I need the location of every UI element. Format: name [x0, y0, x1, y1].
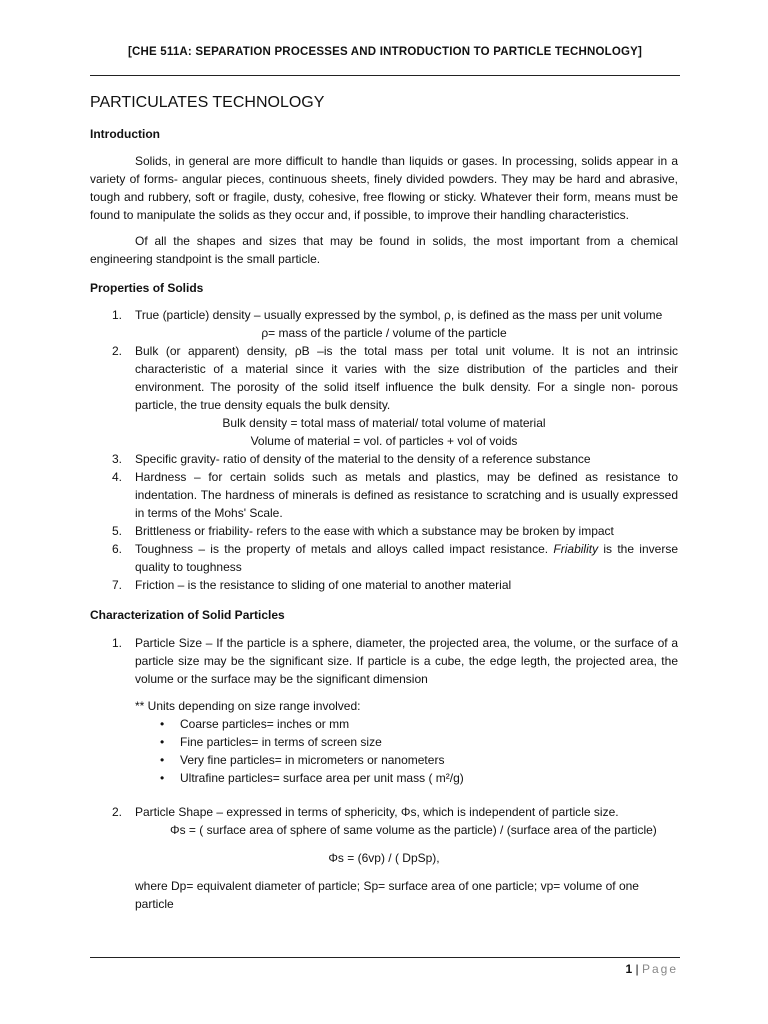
list-item: • Ultrafine particles= surface area per unit mass ( m²/g) — [160, 771, 464, 785]
list-item: 4. Hardness – for certain solids such as metals and plastics, may be defined as resistance to indentation. The hardness of minerals is defined as resistance to scratching and is usually expressed in terms of the Mohs' Scale. — [112, 470, 678, 520]
properties-section — [90, 279, 678, 594]
page-title: PARTICULATES TECHNOLOGY — [90, 94, 325, 111]
formula-bulk-density: Bulk density = total mass of material/ total volume of material — [222, 416, 546, 430]
formula-true-density: ρ= mass of the particle / volume of the particle — [261, 326, 507, 340]
page-number: 1 — [625, 962, 633, 976]
intro-paragraph-1: Solids, in general are more difficult to handle than liquids or gases. In processing, solids appear in a variety of forms- angular pieces, continuous sheets, finely divided powders. They may be hard and abrasive, tough and rubbery, soft or fragile, dusty, cohesive, free flowing or sticky. Whatever their form, means must be found to manipulate the solids as they occur and, if possible, to improve their handling characteristics. — [90, 154, 678, 222]
list-item: • Very fine particles= in micrometers or nanometers — [160, 753, 445, 767]
intro-heading: Introduction — [90, 127, 160, 141]
properties-list — [90, 306, 678, 594]
footer-rule — [90, 957, 680, 958]
page-footer — [90, 962, 678, 976]
header-rule — [90, 75, 680, 76]
characterization-section — [90, 606, 678, 913]
list-item: • Coarse particles= inches or mm — [160, 717, 350, 731]
intro-paragraph-2: Of all the shapes and sizes that may be found in solids, the most important from a chemical engineering standpoint is the small particle. — [90, 234, 678, 266]
units-note: ** Units depending on size range involved: — [135, 699, 361, 713]
list-item: • Fine particles= in terms of screen size — [160, 735, 382, 749]
characterization-heading: Characterization of Solid Particles — [90, 608, 285, 622]
list-item: 2. Particle Shape – expressed in terms of sphericity, Φs, which is independent of particle size. — [112, 805, 619, 819]
formula-variables: where Dp= equivalent diameter of particle; Sp= surface area of one particle; vp= volume of one particle — [135, 879, 639, 911]
list-item: 7. Friction – is the resistance to sliding of one material to another material — [112, 578, 512, 592]
formula-sphericity-definition: Φs = ( surface area of sphere of same volume as the particle) / (surface area of the particle) — [170, 823, 657, 837]
units-bullet-list — [90, 715, 678, 787]
list-item: 1. Particle Size – If the particle is a sphere, diameter, the projected area, the volume, or the surface of a particle size may be the significant size. If particle is a cube, the edge legth, the projected area, the volume or the surface may be the significant dimension — [112, 636, 678, 686]
list-item: 2. Bulk (or apparent) density, ρB –is the total mass per total unit volume. It is not an intrinsic characteristic of a material since it varies with the size distribution of the particles and their environment. The porosity of the solid itself influence the bulk density. For a single non- porous particle, the true density equals the bulk density. — [112, 344, 678, 412]
running-header: [CHE 511A: SEPARATION PROCESSES AND INTRODUCTION TO PARTICLE TECHNOLOGY] — [127, 46, 643, 58]
footer-separator: | — [635, 962, 639, 976]
list-item: 5. Brittleness or friability- refers to the ease with which a substance may be broken by impact — [112, 524, 614, 538]
page-label: Page — [641, 962, 678, 976]
intro-section — [90, 125, 678, 268]
properties-heading: Properties of Solids — [90, 281, 204, 295]
list-item: 6. Toughness – is the property of metals and alloys called impact resistance. Friability is the inverse quality to toughness — [112, 542, 678, 574]
list-item: 3. Specific gravity- ratio of density of the material to the density of a reference substance — [112, 452, 591, 466]
formula-volume-material: Volume of material = vol. of particles + vol of voids — [250, 434, 518, 448]
formula-sphericity: Φs = (6vp) / ( DpSp), — [328, 851, 440, 865]
list-item: 1. True (particle) density – usually expressed by the symbol, ρ, is defined as the mass per unit volume — [112, 308, 663, 322]
